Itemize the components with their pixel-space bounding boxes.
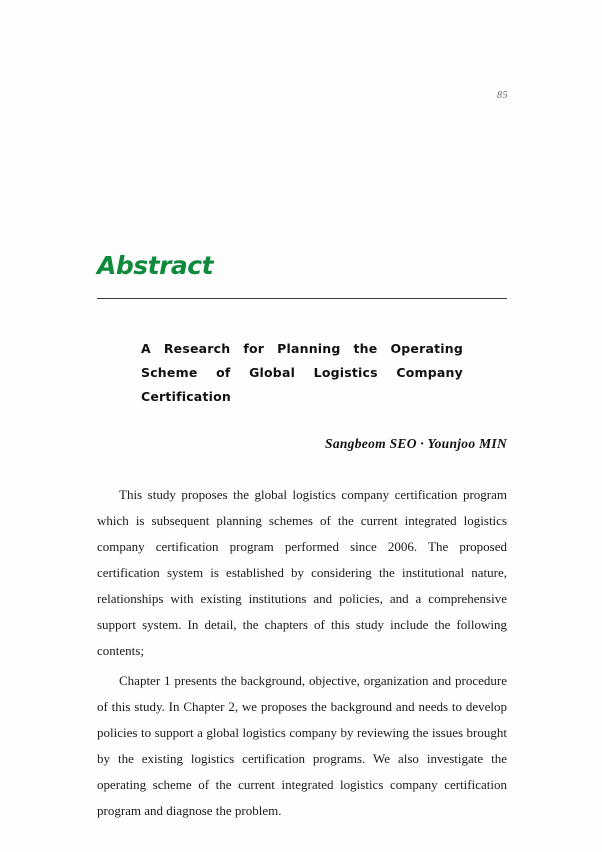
abstract-body: [97, 482, 507, 824]
abstract-section: [97, 252, 507, 824]
abstract-paragraph-2: Chapter 1 presents the background, objective, organization and procedure of this study. In Chapter 2, we proposes the background and needs to develop policies to support a global logistics company by reviewing the issues brought by the existing logistics certification programs. We also investigate the operating scheme of the current integrated logistics company certification program and diagnose the problem.: [97, 672, 507, 818]
author-list: Sangbeom SEO · Younjoo MIN: [325, 435, 507, 451]
abstract-paragraph-1: This study proposes the global logistics company certification program which is subsequent planning schemes of the current integrated logistics company certification program performed since 2006. The proposed certification system is established by considering the institutional nature, relationships with existing institutions and policies, and a comprehensive support system. In detail, the chapters of this study include the following contents;: [97, 486, 507, 658]
heading-divider: [97, 298, 507, 299]
paper-title: A Research for Planning the Operating Scheme of Global Logistics Company Certification: [141, 340, 463, 405]
page-number: 85: [497, 90, 508, 101]
abstract-heading: Abstract: [97, 251, 214, 280]
